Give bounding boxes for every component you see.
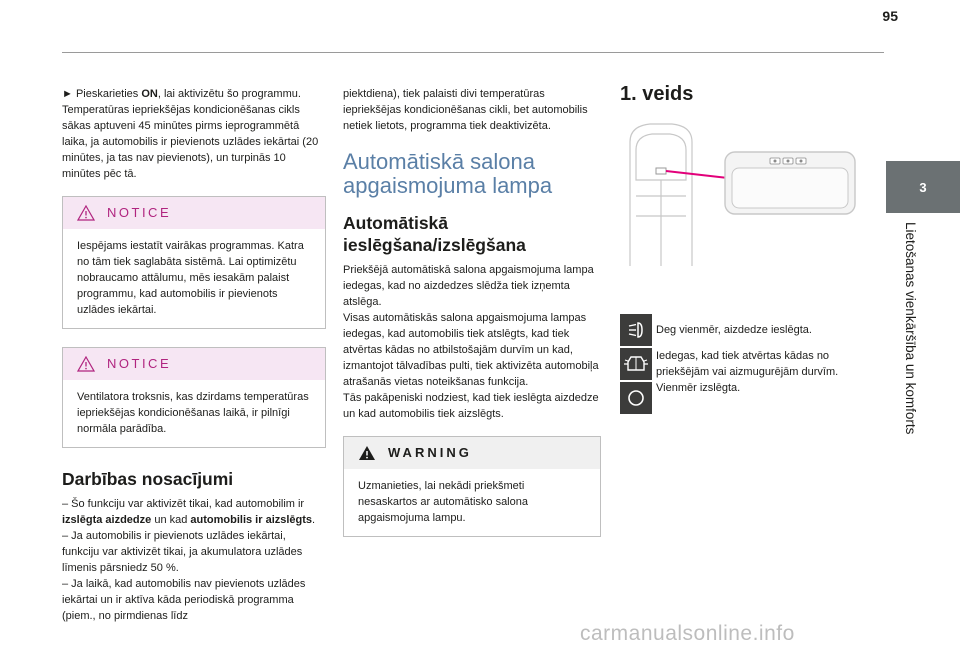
off-circle-icon bbox=[625, 387, 647, 409]
lamp-position-marker bbox=[656, 168, 666, 174]
ceiling-lamp-illustration bbox=[620, 116, 860, 266]
warning-triangle-icon bbox=[77, 205, 95, 221]
intro-on-label: ON bbox=[141, 88, 158, 100]
light-on-button[interactable] bbox=[620, 314, 652, 346]
intro-prefix: ► Pieskarieties bbox=[62, 88, 142, 100]
top-rule bbox=[62, 52, 884, 53]
section-title: Automātiskā salona apgaismojuma lampa bbox=[343, 149, 553, 198]
intro-instruction bbox=[62, 86, 326, 102]
column-3 bbox=[620, 83, 860, 416]
condition-1 bbox=[62, 496, 326, 528]
warning-text: Uzmanieties, lai nekādi priekšmeti nesaskartos ar automātisko salona apgaismojuma lampu. bbox=[358, 480, 528, 524]
column-1 bbox=[62, 86, 326, 624]
cond1-suffix: . bbox=[312, 514, 316, 526]
door-light-icon bbox=[623, 353, 649, 375]
body-text: Priekšējā automātiskā salona apgaismojuma lampa iedegas, kad no aizdedzes slēdža tiek izņemta atslēga. Visas automātiskās salona apgaismojuma lampas iedegas, kad automobilis tiek atslēgts, kad tiek atvērtas kādas no atbilstošajām durvīm un kad, izmantojot tālvadības pulti, tiek aktivizēta automobiļa atrašanās vietas noteikšanas funkcija. Tās pakāpeniski nodziest, kad tiek ieslēgta aizdedze un kad automobilis tiek aizslēgts. bbox=[343, 264, 599, 420]
continued-text: piektdiena), tiek palaisti divi temperatūras iepriekšējas kondicionēšanas cikli, bet automobilis netiek lietots, programma tiek deaktivizēta. bbox=[343, 88, 588, 132]
section-heading: Darbības nosacījumi bbox=[62, 469, 234, 489]
column-2 bbox=[343, 86, 601, 537]
condition-3: – Ja laikā, kad automobilis nav pievienots uzlādes iekārtai un ir aktīva kāda periodiskā programma (piem., no pirmdienas līdz bbox=[62, 578, 306, 622]
chapter-number: 3 bbox=[919, 179, 927, 195]
chapter-title bbox=[900, 222, 920, 462]
notice-text: Ventilatora troksnis, kas dzirdams temperatūras iepriekšējas kondicionēšanas laikā, ir pilnīgi normāla parādība. bbox=[77, 391, 309, 435]
mode-2-text: Iedegas, kad tiek atvērtas kādas no priekšējām vai aizmugurējām durvīm. bbox=[656, 350, 839, 378]
watermark: carmanualsonline.info bbox=[580, 622, 795, 645]
light-on-icon bbox=[625, 319, 647, 341]
intro-suffix: , lai aktivizētu šo programmu. bbox=[157, 88, 301, 100]
sub-heading: Automātiskā ieslēgšana/izslēgšana bbox=[343, 213, 526, 255]
warning-triangle-icon bbox=[358, 445, 376, 461]
variant-heading: 1. veids bbox=[620, 83, 694, 105]
lamp-modes bbox=[620, 314, 860, 416]
notice-title: NOTICE bbox=[107, 205, 172, 220]
notice-header bbox=[63, 197, 325, 229]
light-off-button[interactable] bbox=[620, 382, 652, 414]
chapter-title-text: Lietošanas vienkāršība un komforts bbox=[903, 222, 918, 435]
mode-1-text: Deg vienmēr, aizdedze ieslēgta. bbox=[656, 324, 812, 336]
warning-title: WARNING bbox=[388, 445, 472, 460]
condition-2: – Ja automobilis ir pievienots uzlādes iekārtai, funkciju var aktivizēt tikai, ja akumulatora uzlādes līmenis pārsniedz 50 %. bbox=[62, 530, 303, 574]
vehicle-lamp-diagram bbox=[620, 116, 860, 266]
cond1-prefix: – Šo funkciju var aktivizēt tikai, kad automobilim ir bbox=[62, 498, 305, 510]
door-light-button[interactable] bbox=[620, 348, 652, 380]
notice-title: NOTICE bbox=[107, 356, 172, 371]
mode-3-text: Vienmēr izslēgta. bbox=[656, 382, 741, 394]
cond1-bold-1: izslēgta aizdedze bbox=[62, 514, 152, 526]
intro-text: Temperatūras iepriekšējas kondicionēšanas cikls sākas aptuveni 45 minūtes pirms ieprogrammētā laika, ja automobilis ir pievienots uzlādes iekārtai (20 minūtes, ja tas nav pievienots), un turpinās 10 minūtes pēc tā. bbox=[62, 104, 319, 180]
mode-descriptions bbox=[656, 314, 860, 396]
notice-box-1 bbox=[62, 196, 326, 329]
warning-header bbox=[344, 437, 600, 469]
warning-box bbox=[343, 436, 601, 537]
warning-triangle-icon bbox=[77, 356, 95, 372]
notice-text: Iespējams iestatīt vairākas programmas. Katra no tām tiek saglabāta sistēmā. Lai optimizētu nobraucamo attālumu, mēs iesakām palaist programmu, kad automobilis ir pievienots uzlādes iekārtai. bbox=[77, 240, 304, 316]
cond1-bold-2: automobilis ir aizslēgts bbox=[190, 514, 313, 526]
notice-header bbox=[63, 348, 325, 380]
notice-box-2 bbox=[62, 347, 326, 448]
page-number: 95 bbox=[882, 8, 898, 24]
mode-icons bbox=[620, 314, 656, 416]
cond1-mid: un kad bbox=[151, 514, 191, 526]
